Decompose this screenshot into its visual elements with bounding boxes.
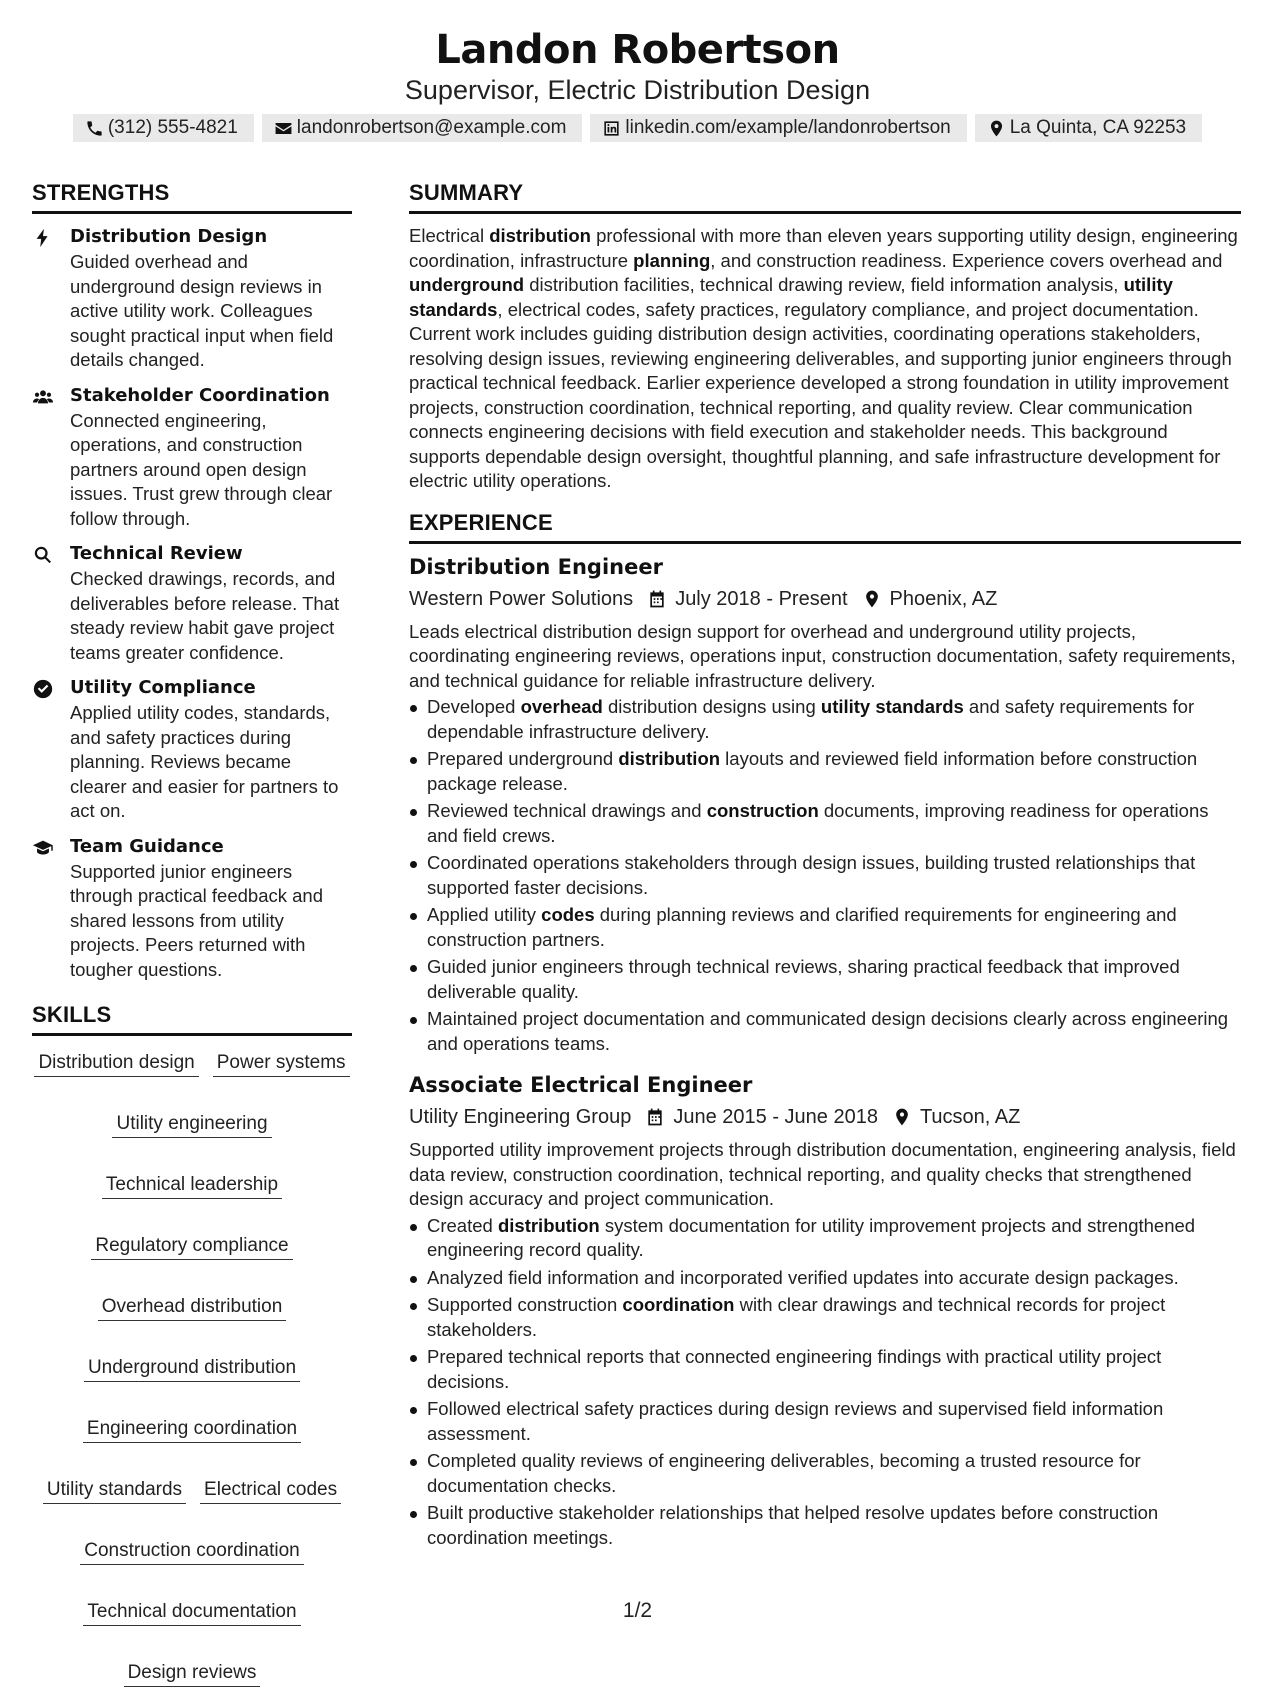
job-location: Phoenix, AZ — [889, 587, 998, 610]
map-pin-icon — [862, 589, 882, 609]
strength-desc: Applied utility codes, standards, and safety practices during planning. Reviews became clearer and easier for partners to act on. — [70, 702, 339, 821]
job-bullet — [409, 747, 1241, 796]
bold-keyword: overhead — [520, 696, 603, 717]
skill-tag: Electrical codes — [200, 1477, 341, 1504]
text-segment: Supported construction — [427, 1294, 623, 1315]
job-company: Utility Engineering Group — [409, 1106, 632, 1128]
skill-tag: Engineering coordination — [83, 1416, 301, 1443]
contact-email[interactable] — [262, 114, 583, 142]
check-circle-icon — [32, 678, 54, 700]
experience-list — [409, 552, 1241, 1551]
envelope-icon — [274, 119, 293, 138]
text-segment: Reviewed technical drawings and — [427, 800, 707, 821]
job-dates: July 2018 - Present — [675, 587, 848, 610]
strength-desc: Checked drawings, records, and deliverables before release. That steady review habit gave project teams greater confidence. — [70, 568, 340, 663]
job-bullet — [409, 1293, 1241, 1342]
candidate-title: Supervisor, Electric Distribution Design — [404, 75, 871, 105]
page-number: 1/2 — [622, 1599, 653, 1622]
skills-heading: SKILLS — [32, 1000, 352, 1036]
job-bullets — [409, 695, 1241, 1056]
text-segment: and safety requirements for dependable infrastructure delivery. — [427, 696, 1195, 742]
job-bullet — [409, 1397, 1241, 1446]
job-bullet — [409, 1345, 1241, 1394]
contact-phone — [73, 114, 254, 142]
strength-title: Team Guidance — [70, 835, 224, 857]
phone-icon — [85, 119, 104, 138]
text-segment: Prepared technical reports that connected engineering findings with practical utility project decisions. — [427, 1346, 1162, 1392]
skill-tag: Power systems — [213, 1050, 350, 1077]
skill-tag: Construction coordination — [80, 1538, 303, 1565]
job-bullet — [409, 1007, 1241, 1056]
bold-keyword: construction — [706, 800, 819, 821]
text-segment: distribution facilities, technical drawing review, field information analysis, — [524, 274, 1124, 295]
text-segment: Prepared underground — [427, 748, 619, 769]
job-entry — [409, 552, 1241, 1057]
summary-heading: SUMMARY — [409, 178, 1241, 214]
job-title: Distribution Engineer — [409, 554, 663, 579]
job-bullet — [409, 1449, 1241, 1498]
left-column — [32, 178, 352, 1687]
job-meta — [409, 584, 1241, 614]
strength-item — [32, 834, 352, 983]
linkedin-icon — [602, 119, 621, 138]
bold-keyword: distribution — [618, 748, 721, 769]
contact-location-text: La Quinta, CA 92253 — [1009, 117, 1187, 138]
map-pin-icon — [987, 119, 1006, 138]
job-bullet — [409, 1214, 1241, 1263]
magnifier-icon — [32, 544, 54, 566]
strength-item — [32, 224, 352, 373]
skills-list — [32, 1050, 352, 1687]
job-bullet — [409, 851, 1241, 900]
job-entry — [409, 1070, 1241, 1550]
bold-keyword: coordination — [622, 1294, 735, 1315]
text-segment: , and construction readiness. Experience covers overhead and — [710, 249, 1223, 271]
right-column — [409, 178, 1241, 1553]
bolt-icon — [32, 227, 54, 249]
job-meta — [409, 1102, 1241, 1132]
job-bullets — [409, 1214, 1241, 1551]
calendar-icon — [645, 1107, 665, 1127]
skill-tag: Regulatory compliance — [91, 1233, 292, 1260]
text-segment: Analyzed field information and incorporated verified updates into accurate design packages. — [427, 1266, 1179, 1288]
text-segment: Created — [427, 1214, 498, 1236]
contact-linkedin[interactable] — [590, 114, 966, 142]
graduation-cap-icon — [32, 837, 54, 859]
skill-tag: Overhead distribution — [98, 1294, 287, 1321]
job-dates: June 2015 - June 2018 — [673, 1106, 878, 1128]
text-segment: Developed — [427, 696, 521, 717]
text-segment: Applied utility — [427, 904, 542, 925]
text-segment: layouts and reviewed field information before construction package release. — [427, 748, 1198, 794]
text-segment: , electrical codes, safety practices, regulatory compliance, and project documentation. Current work includes guiding distribution design activities, coordinating operations stakeholders, resolving design issues, reviewing engineering deliverables, and supporting junior engineers through practical technical feedback. Earlier experience developed a strong foundation in utility improvement projects, construction coordination, technical reporting, and quality review. Clear communication connects engineering decisions with field execution and stakeholder needs. This background supports dependable design oversight, thoughtful planning, and safe infrastructure development for electric utility operations. — [409, 298, 1232, 491]
strengths-heading: STRENGTHS — [32, 178, 352, 214]
strength-title: Distribution Design — [70, 226, 268, 247]
skill-tag: Distribution design — [34, 1050, 198, 1077]
bold-keyword: utility standards — [409, 274, 1173, 320]
skill-tag: Technical leadership — [102, 1172, 282, 1199]
job-bullet — [409, 903, 1241, 952]
text-segment: Built productive stakeholder relationships that helped resolve updates before construction coordination meetings. — [427, 1502, 1159, 1548]
skill-tag: Design reviews — [124, 1660, 261, 1687]
job-bullet — [409, 695, 1241, 744]
text-segment: Followed electrical safety practices during design reviews and supervised field information assessment. — [427, 1398, 1164, 1444]
job-bullet — [409, 1266, 1241, 1291]
strength-item — [32, 383, 352, 532]
strengths-list — [32, 224, 352, 982]
bold-keyword: utility standards — [820, 696, 964, 717]
bold-keyword: distribution — [497, 1214, 600, 1236]
strength-title: Utility Compliance — [70, 677, 256, 698]
text-segment: Completed quality reviews of engineering deliverables, becoming a trusted resource for documentation checks. — [427, 1450, 1141, 1496]
strength-item — [32, 541, 352, 665]
summary-text — [409, 224, 1241, 494]
text-segment: system documentation for utility improvement projects and strengthened engineering record quality. — [427, 1214, 1196, 1260]
text-segment: documents, improving readiness for operations and field crews. — [427, 800, 1209, 846]
text-segment: during planning reviews and clarified requirements for engineering and construction partners. — [427, 904, 1177, 950]
bold-keyword: planning — [633, 249, 711, 271]
text-segment: Electrical — [409, 225, 490, 246]
skill-tag: Technical documentation — [83, 1599, 300, 1626]
job-bullet — [409, 799, 1241, 848]
candidate-name: Landon Robertson — [435, 27, 840, 73]
text-segment: Guided junior engineers through technical reviews, sharing practical feedback that improved deliverable quality. — [427, 956, 1180, 1002]
skill-tag: Utility engineering — [112, 1111, 271, 1138]
bold-keyword: underground — [409, 274, 525, 295]
job-company: Western Power Solutions — [409, 587, 634, 610]
text-segment: with clear drawings and technical records for project stakeholders. — [427, 1294, 1166, 1340]
contact-linkedin-text: linkedin.com/example/landonrobertson — [625, 117, 951, 138]
contact-phone-text: (312) 555-4821 — [107, 117, 238, 138]
contact-email-text: landonrobertson@example.com — [296, 117, 567, 138]
calendar-icon — [647, 589, 667, 609]
skill-tag: Utility standards — [43, 1477, 186, 1504]
text-segment: distribution designs using — [602, 696, 821, 717]
job-bullet — [409, 1501, 1241, 1550]
users-icon — [32, 386, 54, 408]
contact-location — [975, 114, 1202, 142]
strength-desc: Connected engineering, operations, and construction partners around open design issues. Trust grew through clear follow through. — [70, 409, 333, 529]
job-location: Tucson, AZ — [919, 1106, 1021, 1128]
experience-heading: EXPERIENCE — [409, 508, 1241, 544]
strength-desc: Guided overhead and underground design reviews in active utility work. Colleagues sought practical input when field details changed. — [70, 251, 334, 370]
bold-keyword: codes — [541, 904, 595, 925]
strength-title: Stakeholder Coordination — [70, 384, 330, 406]
job-description: Leads electrical distribution design support for overhead and underground utility projects, coordinating engineering reviews, operations input, construction documentation, safety requirements, and technical guidance for reliable infrastructure delivery. — [409, 620, 1236, 691]
text-segment: Maintained project documentation and communicated design decisions clearly across engineering and operations teams. — [427, 1008, 1229, 1054]
strength-title: Technical Review — [70, 543, 243, 564]
text-segment: professional with more than eleven years supporting utility design, engineering coordination, infrastructure — [409, 225, 1238, 271]
strength-desc: Supported junior engineers through practical feedback and shared lessons from utility projects. Peers returned with tougher questions. — [70, 860, 324, 980]
bold-keyword: distribution — [489, 225, 591, 246]
strength-item — [32, 675, 352, 824]
skill-tag: Underground distribution — [84, 1355, 300, 1382]
contact-bar — [0, 114, 1275, 142]
map-pin-icon — [892, 1107, 912, 1127]
job-title: Associate Electrical Engineer — [409, 1073, 753, 1097]
job-description: Supported utility improvement projects through distribution documentation, engineering analysis, field data review, construction coordination, technical reporting, and quality checks that strengthened design accuracy and project communication. — [409, 1139, 1236, 1209]
job-bullet — [409, 955, 1241, 1004]
text-segment: Coordinated operations stakeholders through design issues, building trusted relationships that supported faster decisions. — [427, 852, 1196, 898]
